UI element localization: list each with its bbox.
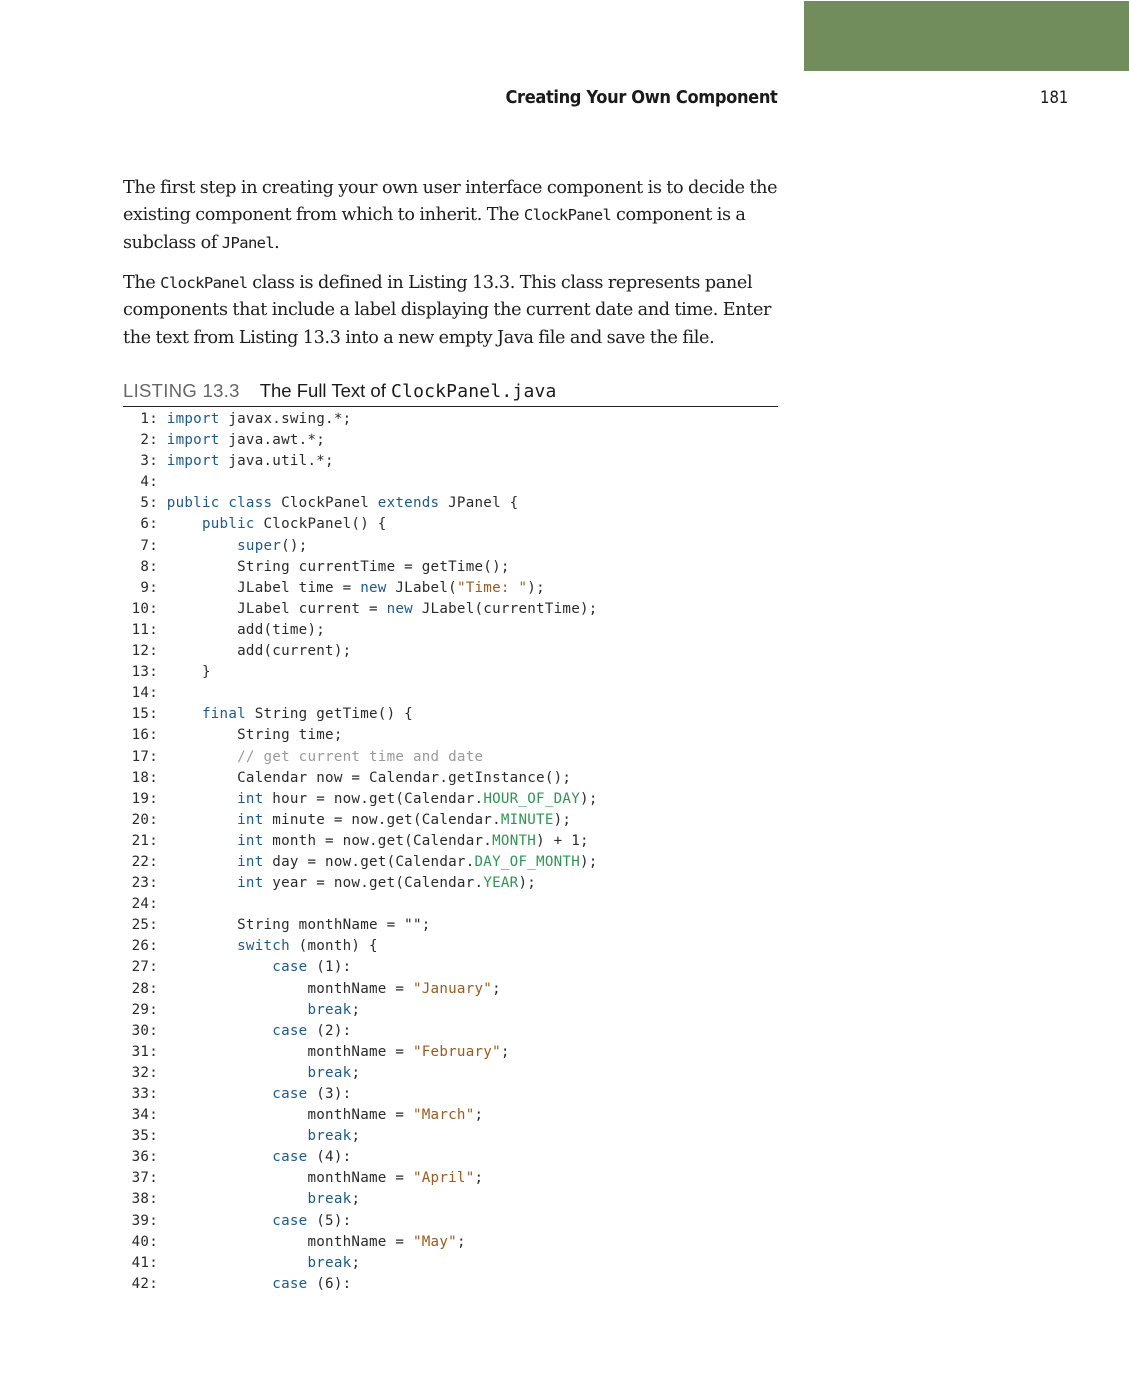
code-text (167, 791, 237, 807)
code-text: ); (527, 579, 545, 596)
inline-code: ClockPanel (160, 274, 248, 292)
code-text (167, 1149, 273, 1165)
paragraph-text: The (123, 273, 161, 293)
code-keyword: new (386, 600, 413, 617)
code-keyword: break (307, 1254, 352, 1271)
code-keyword: public (201, 516, 255, 533)
code-text (167, 1086, 273, 1102)
line-number: 7: (140, 537, 158, 554)
code-text: ); (518, 875, 537, 892)
line-number: 39: (131, 1212, 158, 1229)
paragraph-text: class is defined in Listing 13.3. This class represents panel components that include a label displaying the current date and time. Enter the text from Listing 13.3 into a new empty Java file and save the file. (123, 273, 772, 348)
line-number: 3: (140, 453, 158, 470)
code-keyword: break (307, 1001, 352, 1018)
code-text: day = now.get(Calendar. (263, 853, 475, 870)
code-text: ); (580, 790, 598, 807)
line-number: 11: (131, 621, 158, 638)
code-keyword: case (272, 1086, 308, 1102)
code-text (167, 959, 273, 975)
code-text: javax.swing.*; (219, 411, 352, 427)
body-paragraph (123, 175, 783, 257)
code-text: ; (500, 1043, 510, 1060)
code-line (123, 1274, 783, 1295)
code-text: ) + 1; (536, 832, 589, 849)
running-header (0, 88, 1129, 114)
line-number: 29: (131, 1001, 158, 1018)
code-keyword: super (237, 537, 282, 554)
line-number: 33: (131, 1086, 158, 1102)
line-number: 30: (131, 1022, 158, 1039)
code-text: ; (474, 1170, 484, 1187)
code-keyword: case (272, 1149, 308, 1166)
code-text: monthName = (166, 1107, 413, 1124)
code-keyword: int (237, 875, 264, 892)
code-text (167, 538, 237, 554)
code-string: "February" (412, 1043, 501, 1060)
code-text (167, 1191, 308, 1207)
code-keyword: extends (377, 495, 440, 512)
line-number: 24: (131, 896, 158, 913)
code-text: String monthName = ""; (166, 917, 431, 934)
code-text: (1): (307, 959, 352, 976)
line-number: 21: (131, 832, 158, 849)
code-listing (123, 409, 783, 1295)
code-line (123, 536, 783, 557)
section-title: Creating Your Own Component (505, 88, 777, 108)
code-text: ; (351, 1001, 361, 1018)
code-text: ; (474, 1107, 484, 1124)
code-text: (month) { (289, 938, 378, 955)
code-text: (5): (307, 1212, 352, 1229)
chapter-color-tab (804, 1, 1129, 71)
line-number: 13: (131, 664, 158, 681)
line-number: 10: (131, 600, 158, 617)
line-number: 18: (131, 769, 158, 786)
code-line (123, 1063, 783, 1084)
code-comment: // get current time and date (237, 748, 484, 765)
code-line (123, 1232, 783, 1253)
code-keyword: int (237, 811, 264, 828)
line-number: 32: (131, 1064, 158, 1081)
code-text: ClockPanel (272, 495, 378, 512)
listing-filename: ClockPanel.java (391, 381, 557, 402)
code-text: java.awt.*; (219, 432, 326, 449)
line-number: 4: (140, 474, 158, 491)
code-text: (6): (307, 1275, 352, 1292)
code-string: "March" (412, 1107, 475, 1124)
paragraph-text: The first step in creating your own user interface component is to decide the existing component from which to inherit. The (123, 178, 778, 226)
code-line (123, 514, 783, 535)
code-line (123, 1084, 783, 1105)
code-text: monthName = (166, 980, 413, 997)
line-number: 27: (131, 959, 158, 976)
code-line (123, 493, 783, 514)
page-number: 181 (1040, 88, 1069, 107)
code-text: year = now.get(Calendar. (263, 875, 484, 892)
code-string: "January" (412, 980, 493, 997)
code-keyword: import (166, 432, 220, 449)
code-line (123, 831, 783, 852)
code-text: hour = now.get(Calendar. (263, 790, 484, 807)
code-line (123, 409, 783, 430)
line-number: 15: (131, 706, 158, 723)
code-keyword: public class (166, 495, 273, 512)
code-text: (4): (307, 1149, 352, 1166)
line-number: 16: (131, 727, 158, 744)
code-text: ; (351, 1128, 361, 1145)
paragraph-text: . (274, 232, 280, 253)
listing-caption (123, 380, 778, 407)
code-keyword: final (201, 706, 246, 723)
code-line (123, 810, 783, 831)
line-number: 1: (140, 411, 158, 427)
code-line (123, 936, 783, 957)
code-keyword: import (166, 453, 220, 470)
code-text: (2): (307, 1022, 352, 1039)
code-string: "Time: " (456, 579, 528, 596)
code-text: JLabel time = (166, 579, 361, 596)
line-number: 28: (131, 980, 158, 997)
line-number: 40: (131, 1233, 158, 1250)
code-constant: HOUR_OF_DAY (483, 790, 581, 807)
code-line (123, 852, 783, 873)
code-text: ClockPanel() { (254, 516, 387, 533)
code-keyword: break (307, 1128, 352, 1145)
line-number: 20: (131, 811, 158, 828)
body-paragraph (123, 270, 783, 352)
code-text: monthName = (166, 1043, 413, 1060)
code-line (123, 557, 783, 578)
code-line (123, 704, 783, 725)
code-text (167, 1065, 308, 1081)
line-number: 8: (140, 558, 158, 575)
code-text (167, 1128, 308, 1144)
code-text: ); (553, 811, 572, 828)
code-line (123, 662, 783, 683)
code-line (123, 641, 783, 662)
code-line (123, 1042, 783, 1063)
line-number: 19: (131, 790, 158, 807)
code-text (167, 1255, 308, 1271)
code-keyword: case (272, 1022, 308, 1039)
code-line (123, 915, 783, 936)
code-string: "April" (412, 1170, 475, 1187)
code-text: ; (351, 1064, 361, 1081)
code-text (167, 706, 202, 722)
line-number: 9: (140, 579, 158, 596)
line-number: 38: (131, 1191, 158, 1208)
line-number: 36: (131, 1149, 158, 1166)
line-number: 25: (131, 917, 158, 934)
code-line (123, 873, 783, 894)
code-line (123, 578, 783, 599)
line-number: 12: (131, 643, 158, 660)
code-keyword: int (237, 832, 264, 849)
code-constant: YEAR (483, 875, 519, 892)
code-keyword: case (272, 1212, 308, 1229)
code-text (167, 812, 237, 828)
code-keyword: case (272, 959, 308, 976)
listing-number: LISTING 13.3 (123, 380, 240, 401)
code-text: ; (351, 1254, 361, 1271)
code-keyword: switch (237, 938, 290, 955)
code-text (167, 854, 237, 870)
code-line (123, 430, 783, 451)
code-text: ); (580, 853, 598, 870)
code-keyword: int (237, 790, 264, 807)
code-text: monthName = (166, 1170, 413, 1187)
line-number: 26: (131, 938, 158, 955)
code-text: ; (456, 1233, 466, 1250)
code-text: String currentTime = getTime(); (166, 558, 510, 575)
code-text: ; (351, 1191, 361, 1208)
code-line (123, 894, 783, 915)
code-text: JPanel { (439, 495, 519, 512)
line-number: 22: (131, 853, 158, 870)
code-text (167, 833, 237, 849)
code-keyword: import (166, 411, 220, 427)
code-text (167, 938, 237, 954)
code-line (123, 1253, 783, 1274)
code-constant: MINUTE (500, 811, 554, 828)
code-line (123, 979, 783, 1000)
code-line (123, 747, 783, 768)
code-text (167, 749, 237, 765)
code-keyword: case (272, 1275, 308, 1292)
line-number: 2: (140, 432, 158, 449)
code-text: (3): (307, 1086, 352, 1102)
line-number: 17: (131, 748, 158, 765)
code-text: ; (492, 980, 501, 997)
line-number: 14: (131, 685, 158, 702)
code-line (123, 789, 783, 810)
code-line (123, 1168, 783, 1189)
code-text: JLabel(currentTime); (412, 600, 598, 617)
code-line (123, 1000, 783, 1021)
line-number: 41: (131, 1254, 158, 1271)
line-number: 37: (131, 1170, 158, 1187)
code-text: JLabel( (386, 579, 457, 596)
inline-code: ClockPanel (523, 206, 612, 225)
code-line (123, 957, 783, 978)
listing-title: The Full Text of (259, 380, 391, 401)
code-text: add(time); (166, 621, 326, 638)
line-number: 42: (131, 1275, 158, 1292)
code-line (123, 1105, 783, 1126)
code-text (167, 516, 202, 532)
code-line (123, 451, 783, 472)
code-text: monthName = (166, 1233, 413, 1250)
code-keyword: break (307, 1191, 352, 1208)
code-text: java.util.*; (219, 453, 334, 470)
code-text: JLabel current = (166, 600, 387, 617)
code-line (123, 620, 783, 641)
code-line (123, 1211, 783, 1232)
code-text (167, 1002, 308, 1018)
line-number: 35: (131, 1128, 158, 1145)
line-number: 5: (140, 495, 158, 512)
code-text (167, 875, 237, 891)
code-constant: DAY_OF_MONTH (474, 853, 581, 870)
line-number: 6: (140, 516, 158, 533)
code-line (123, 768, 783, 789)
code-text: add(current); (166, 643, 352, 660)
code-keyword: break (307, 1064, 352, 1081)
code-text (167, 1276, 273, 1292)
code-text: month = now.get(Calendar. (263, 832, 493, 849)
code-line (123, 725, 783, 746)
code-string: "May" (412, 1233, 457, 1250)
code-line (123, 1147, 783, 1168)
line-number: 34: (131, 1107, 158, 1124)
code-text: Calendar now = Calendar.getInstance(); (166, 769, 572, 786)
code-line (123, 1126, 783, 1147)
code-line (123, 472, 783, 493)
code-text (167, 1023, 273, 1039)
code-text: minute = now.get(Calendar. (263, 811, 501, 828)
code-text: String time; (166, 727, 343, 744)
code-text: } (166, 664, 211, 681)
code-keyword: new (360, 579, 387, 596)
line-number: 31: (131, 1043, 158, 1060)
code-constant: MONTH (492, 832, 537, 849)
code-keyword: int (237, 853, 264, 870)
code-line (123, 683, 783, 704)
code-text: (); (281, 537, 308, 554)
inline-code: JPanel (221, 233, 275, 252)
code-text (167, 1213, 273, 1229)
code-line (123, 1021, 783, 1042)
paragraph-text: component is a subclass of (123, 205, 746, 253)
code-line (123, 1189, 783, 1210)
code-text: String getTime() { (245, 706, 413, 723)
code-line (123, 599, 783, 620)
line-number: 23: (131, 875, 158, 892)
